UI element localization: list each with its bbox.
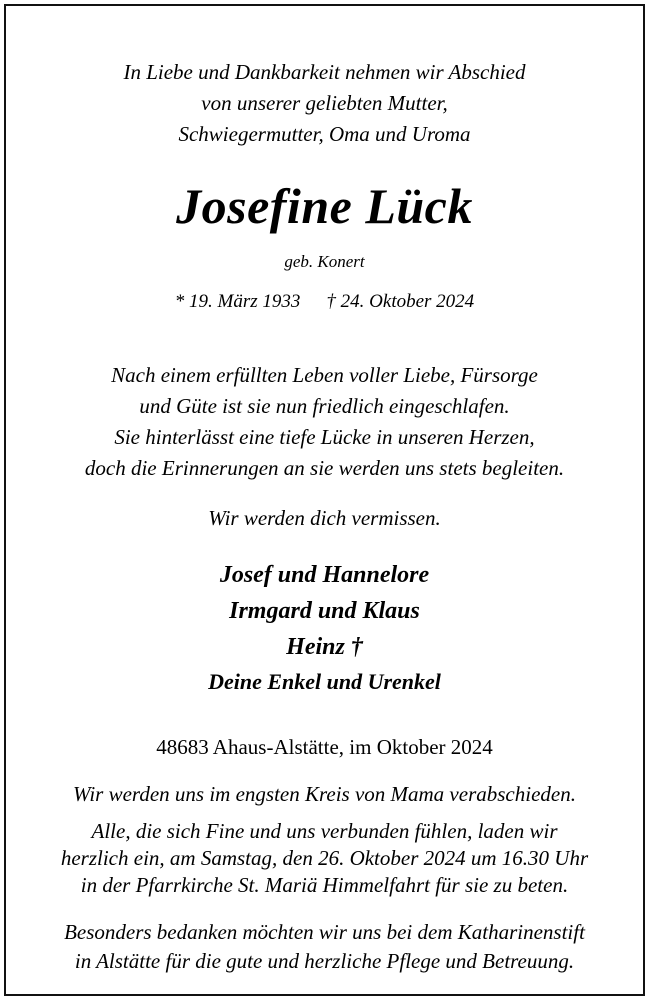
deceased-name: Josefine Lück [176,178,473,234]
invitation-line-1: Alle, die sich Fine und uns verbunden fühlen, laden wir [91,819,558,843]
family-line-1: Josef und Hannelore [219,562,430,588]
thanks-line-1: Besonders bedanken möchten wir uns bei dem Katharinenstift [64,920,585,944]
life-dates [0,291,649,313]
thanks-line-2: in Alstätte für die gute und herzliche Pflege und Betreuung. [74,949,575,973]
tribute-line-1: Nach einem erfüllten Leben voller Liebe, Fürsorge [111,363,538,387]
tribute-line-4: doch die Erinnerungen an sie werden uns stets begleiten. [84,456,565,480]
place-date: 48683 Ahaus-Alstätte, im Oktober 2024 [156,735,493,759]
intro-line-3: Schwiegermutter, Oma und Uroma [178,122,471,146]
tribute-line-3: Sie hinterlässt eine tiefe Lücke in unseren Herzen, [114,425,535,449]
tribute-line-2: und Güte ist sie nun friedlich eingeschlafen. [139,394,510,418]
farewell-line: Wir werden uns im engsten Kreis von Mama verabschieden. [73,782,576,806]
miss-line: Wir werden dich vermissen. [208,506,441,530]
invitation-line-3: in der Pfarrkirche St. Mariä Himmelfahrt für sie zu beten. [80,873,569,897]
family-line-4: Deine Enkel und Urenkel [208,669,441,694]
birth-date: * 19. März 1933 [174,291,301,312]
family-line-2: Irmgard und Klaus [229,598,420,624]
intro-line-2: von unserer geliebten Mutter, [201,91,448,115]
death-date: † 24. Oktober 2024 [326,291,475,312]
invitation-line-2: herzlich ein, am Samstag, den 26. Oktober 2024 um 16.30 Uhr [60,846,589,870]
birth-name: geb. Konert [284,252,365,271]
intro-line-1: In Liebe und Dankbarkeit nehmen wir Abschied [123,60,526,84]
family-line-3: Heinz † [286,634,363,660]
